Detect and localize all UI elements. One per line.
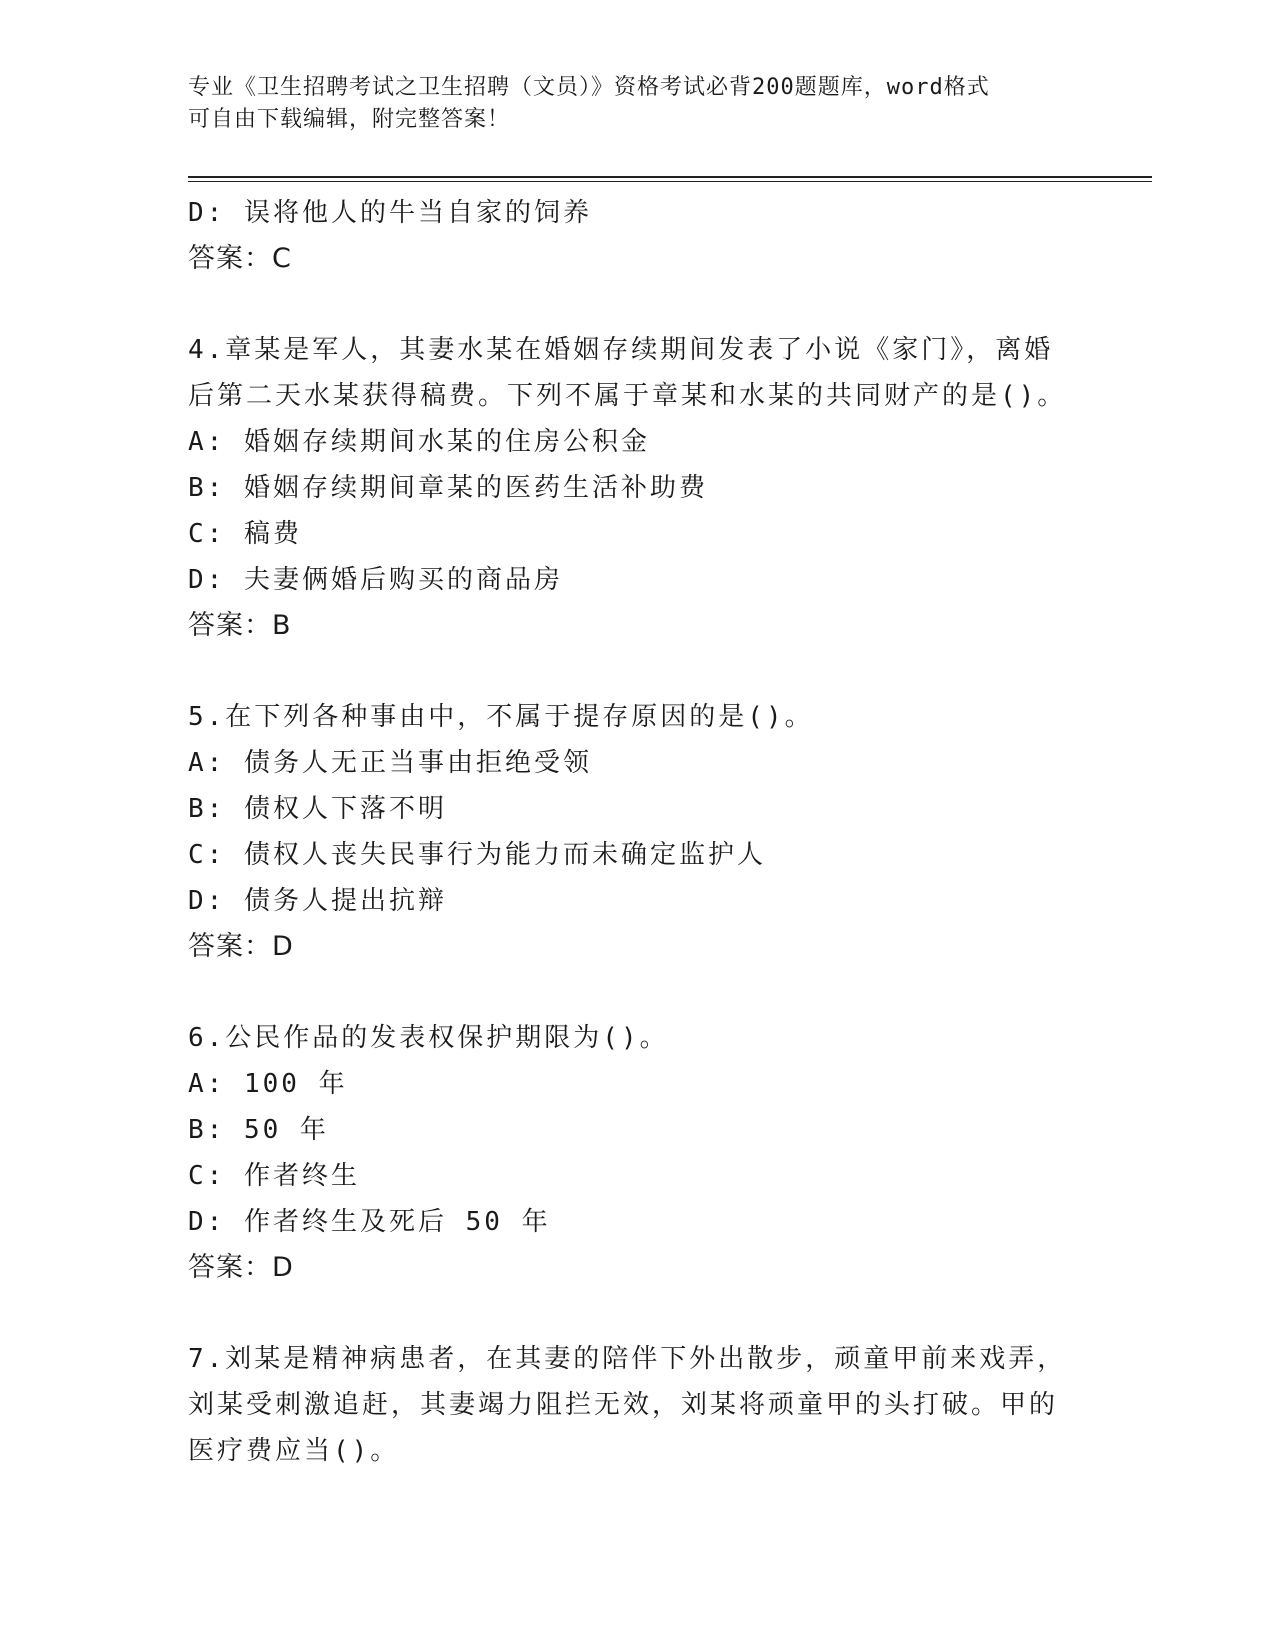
- header-rule-thick: [188, 176, 1152, 178]
- option-c: C: 稿费: [188, 519, 302, 549]
- header-rule-thin: [188, 181, 1152, 182]
- question-6: [188, 1015, 1088, 1291]
- option-d: D: 债务人提出抗辩: [188, 886, 447, 916]
- question-text-line: 5.在下列各种事由中，不属于提存原因的是()。: [188, 702, 814, 732]
- option-c: C: 债权人丧失民事行为能力而未确定监护人: [188, 840, 766, 870]
- option-b: B: 50 年: [188, 1115, 329, 1145]
- option-b: B: 债权人下落不明: [188, 794, 447, 824]
- question-4: [188, 327, 1088, 649]
- question-fragment: [188, 190, 1088, 282]
- option-a: A: 债务人无正当事由拒绝受领: [188, 748, 592, 778]
- question-5: [188, 694, 1088, 970]
- question-text-line: 刘某受刺激追赶，其妻竭力阻拦无效，刘某将顽童甲的头打破。甲的: [188, 1390, 1059, 1420]
- option-b: B: 婚姻存续期间章某的医药生活补助费: [188, 473, 708, 503]
- question-text-line: 后第二天水某获得稿费。下列不属于章某和水某的共同财产的是()。: [188, 381, 1067, 411]
- question-text-line: 6.公民作品的发表权保护期限为()。: [188, 1023, 669, 1053]
- option-d: D: 作者终生及死后 50 年: [188, 1207, 551, 1237]
- option-a: A: 100 年: [188, 1069, 348, 1099]
- option-d: D: 夫妻俩婚后购买的商品房: [188, 565, 563, 595]
- answer-line: 答案：D: [188, 1252, 294, 1283]
- header-line-2: 可自由下载编辑，附完整答案！: [188, 107, 511, 132]
- question-text-line: 7.刘某是精神病患者，在其妻的陪伴下外出散步，顽童甲前来戏弄，: [188, 1344, 1067, 1374]
- question-text-line: 4.章某是军人，其妻水某在婚姻存续期间发表了小说《家门》，离婚: [188, 335, 1054, 365]
- option-c: C: 作者终生: [188, 1161, 360, 1191]
- answer-line: 答案：B: [188, 610, 292, 641]
- question-7: [188, 1336, 1088, 1474]
- question-text-line: 医疗费应当()。: [188, 1436, 400, 1466]
- answer-line: 答案：C: [188, 243, 292, 274]
- option-a: A: 婚姻存续期间水某的住房公积金: [188, 427, 650, 457]
- header-line-1: 专业《卫生招聘考试之卫生招聘（文员）》资格考试必背200题题库，word格式: [188, 75, 990, 100]
- answer-line: 答案：D: [188, 931, 294, 962]
- option-d: D: 误将他人的牛当自家的饲养: [188, 198, 592, 228]
- document-body: [188, 190, 1088, 1474]
- document-header: [188, 72, 1088, 136]
